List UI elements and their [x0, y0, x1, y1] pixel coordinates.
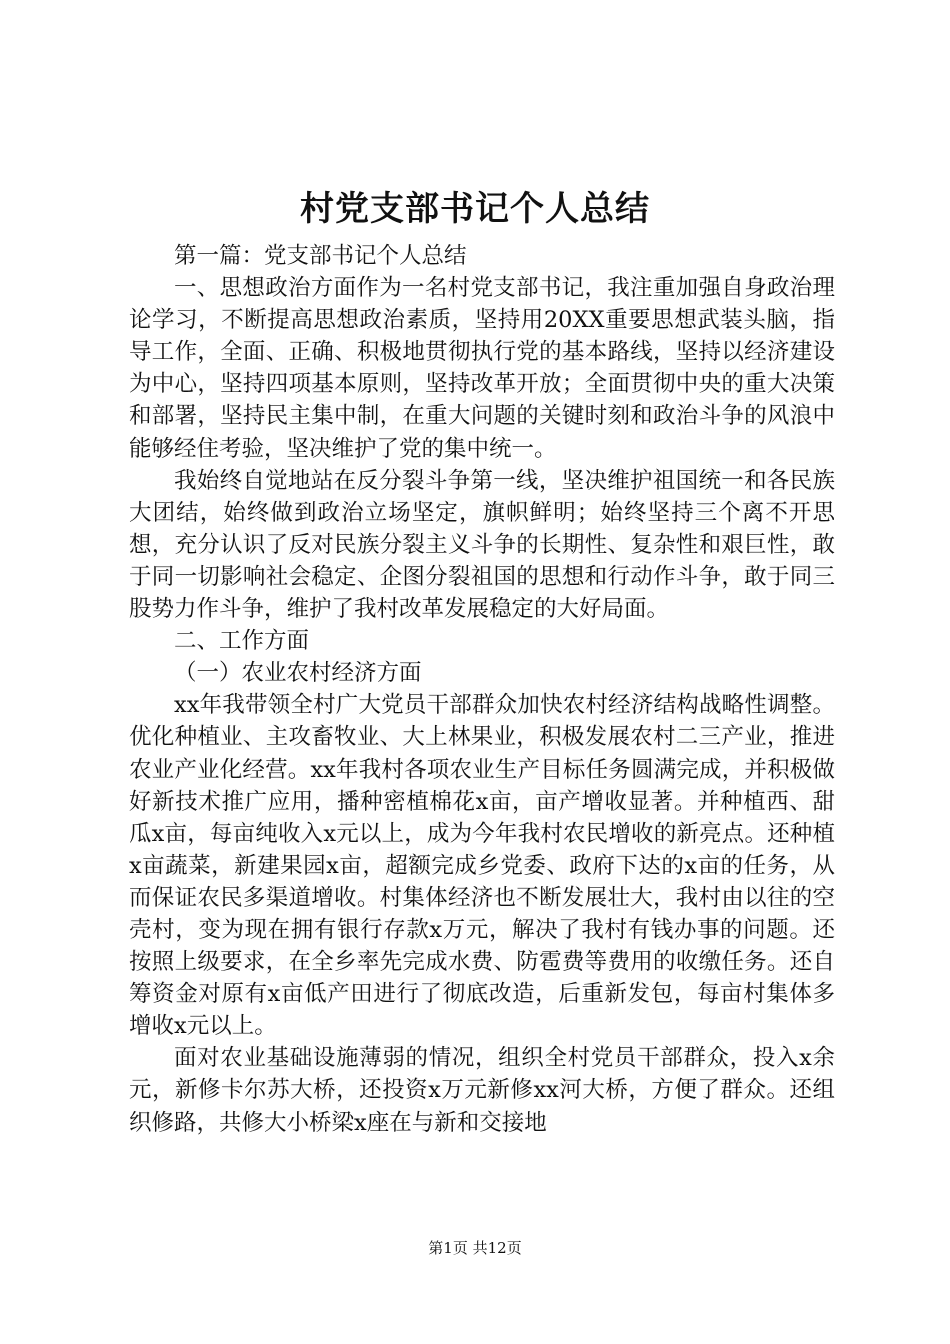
paragraph: 我始终自觉地站在反分裂斗争第一线，坚决维护祖国统一和各民族大团结，始终做到政治立场坚定，旗帜鲜明；始终坚持三个离不开思想，充分认识了反对民族分裂主义斗争的长期性、复杂性和艰巨性，敢于同一切影响社会稳定、企图分裂祖国的思想和行动作斗争，敢于同三股势力作斗争，维护了我村改革发展稳定的大好局面。 [129, 467, 835, 623]
section-heading: 二、工作方面 [174, 628, 310, 655]
page-number-footer: 第1页 共12页 [428, 1239, 522, 1257]
subsection-heading: （一）农业农村经济方面 [174, 660, 422, 687]
paragraph: 一、思想政治方面作为一名村党支部书记，我注重加强自身政治理论学习，不断提高思想政治素质，坚持用20XX重要思想武装头脑，指导工作，全面、正确、积极地贯彻执行党的基本路线，坚持以经济建设为中心，坚持四项基本原则，坚持改革开放；全面贯彻中央的重大决策和部署，坚持民主集中制，在重大问题的关键时刻和政治斗争的风浪中能够经住考验，坚决维护了党的集中统一。 [129, 275, 835, 462]
paragraph: xx年我带领全村广大党员干部群众加快农村经济结构战略性调整。优化种植业、主攻畜牧业、大上林果业，积极发展农村二三产业，推进农业产业化经营。xx年我村各项农业生产目标任务圆满完成，并积极做好新技术推广应用，播种密植棉花x亩，亩产增收显著。并种植西、甜瓜x亩，每亩纯收入x元以上，成为今年我村农民增收的新亮点。还种植x亩蔬菜，新建果园x亩，超额完成乡党委、政府下达的x亩的任务，从而保证农民多渠道增收。村集体经济也不断发展壮大，我村由以往的空壳村，变为现在拥有银行存款x万元，解决了我村有钱办事的问题。还按照上级要求，在全乡率先完成水费、防雹费等费用的收缴任务。还自筹资金对原有x亩低产田进行了彻底改造，后重新发包，每亩村集体多增收x元以上。 [129, 692, 835, 1040]
document-title: 村党支部书记个人总结 [300, 189, 650, 229]
document-body [129, 240, 835, 1139]
section-heading: 第一篇：党支部书记个人总结 [174, 243, 467, 269]
paragraph: 面对农业基础设施薄弱的情况，组织全村党员干部群众，投入x余元，新修卡尔苏大桥，还投资x万元新修xx河大桥，方便了群众。还组织修路，共修大小桥梁x座在与新和交接地 [129, 1045, 835, 1136]
